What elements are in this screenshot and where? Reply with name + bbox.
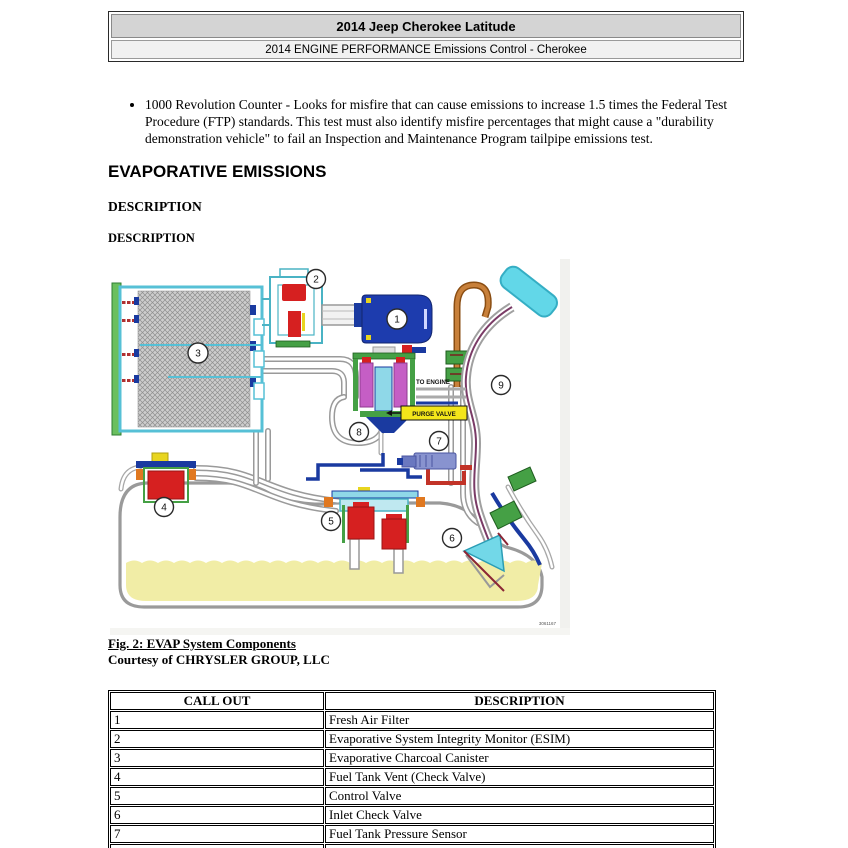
vehicle-title: 2014 Jeep Cherokee Latitude: [111, 14, 741, 38]
callout-8: 8: [356, 427, 362, 439]
callout-cell: 5: [110, 787, 324, 805]
figure-caption-title: Fig. 2: EVAP System Components: [108, 636, 296, 651]
fuel-tank-vent-valve: [136, 453, 196, 502]
description-cell: Control Valve: [325, 787, 714, 805]
callout-cell: 4: [110, 768, 324, 786]
header-description: DESCRIPTION: [325, 692, 714, 710]
description-cell: Fuel Tank Pressure Sensor: [325, 825, 714, 843]
description-cell: Fresh Air Filter: [325, 711, 714, 729]
callout-7: 7: [436, 436, 442, 448]
intro-bullet-list: [128, 96, 767, 147]
callout-9: 9: [498, 380, 504, 392]
manual-section-title: 2014 ENGINE PERFORMANCE Emissions Control - Cherokee: [111, 40, 741, 59]
figure-caption-credit: Courtesy of CHRYSLER GROUP, LLC: [108, 652, 330, 667]
callout-1: 1: [394, 314, 400, 326]
table-row: [110, 825, 714, 843]
charcoal-canister: [112, 283, 264, 435]
callout-cell: 6: [110, 806, 324, 824]
evap-system-diagram: [110, 255, 570, 635]
callout-table: [108, 690, 716, 848]
evap-diagram-svg: [110, 255, 570, 635]
diagram-image-id: 3061167: [538, 621, 556, 626]
description-cell: [325, 844, 714, 848]
scan-edge-bottom: [110, 628, 570, 635]
section-title: EVAPORATIVE EMISSIONS: [108, 162, 327, 181]
vehicle-header-box: [108, 11, 744, 62]
subheading-description: DESCRIPTION: [108, 199, 202, 214]
callout-4: 4: [161, 502, 167, 514]
subheading-description-2: DESCRIPTION: [108, 231, 195, 245]
callout-cell: 2: [110, 730, 324, 748]
callout-cell: 1: [110, 711, 324, 729]
table-row-partial: [110, 844, 714, 848]
description-cell: Inlet Check Valve: [325, 806, 714, 824]
description-cell: Evaporative Charcoal Canister: [325, 749, 714, 767]
callout-cell: [110, 844, 324, 848]
callout-6: 6: [449, 533, 455, 545]
table-row: [110, 787, 714, 805]
table-row: [110, 730, 714, 748]
description-cell: Evaporative System Integrity Monitor (ESIM): [325, 730, 714, 748]
to-engine-label: TO ENGINE: [416, 379, 450, 386]
esim-diaphragm: [282, 284, 306, 301]
bullet-revolution-counter: • 1000 Revolution Counter - Looks for misfire that can cause emissions to increase 1.5 times the Federal Test Procedure (FTP) standards. This test must also identify misfire percentages that might cause a "durability demonstration vehicle" to fail an Inspection and Maintenance Program tailpipe emissions test.: [145, 96, 767, 147]
header-call-out: CALL OUT: [110, 692, 324, 710]
scan-edge-right: [560, 259, 570, 631]
callout-5: 5: [328, 516, 334, 528]
table-header-row: [110, 692, 714, 710]
figure-caption: [108, 636, 330, 668]
callout-2: 2: [313, 274, 319, 286]
callout-cell: 3: [110, 749, 324, 767]
table-row: [110, 749, 714, 767]
table-row: [110, 768, 714, 786]
callout-cell: 7: [110, 825, 324, 843]
table-row: [110, 806, 714, 824]
svg-text:PURGE VALVE: PURGE VALVE: [412, 411, 456, 418]
table-row: [110, 711, 714, 729]
description-cell: Fuel Tank Vent (Check Valve): [325, 768, 714, 786]
callout-3: 3: [195, 348, 201, 360]
